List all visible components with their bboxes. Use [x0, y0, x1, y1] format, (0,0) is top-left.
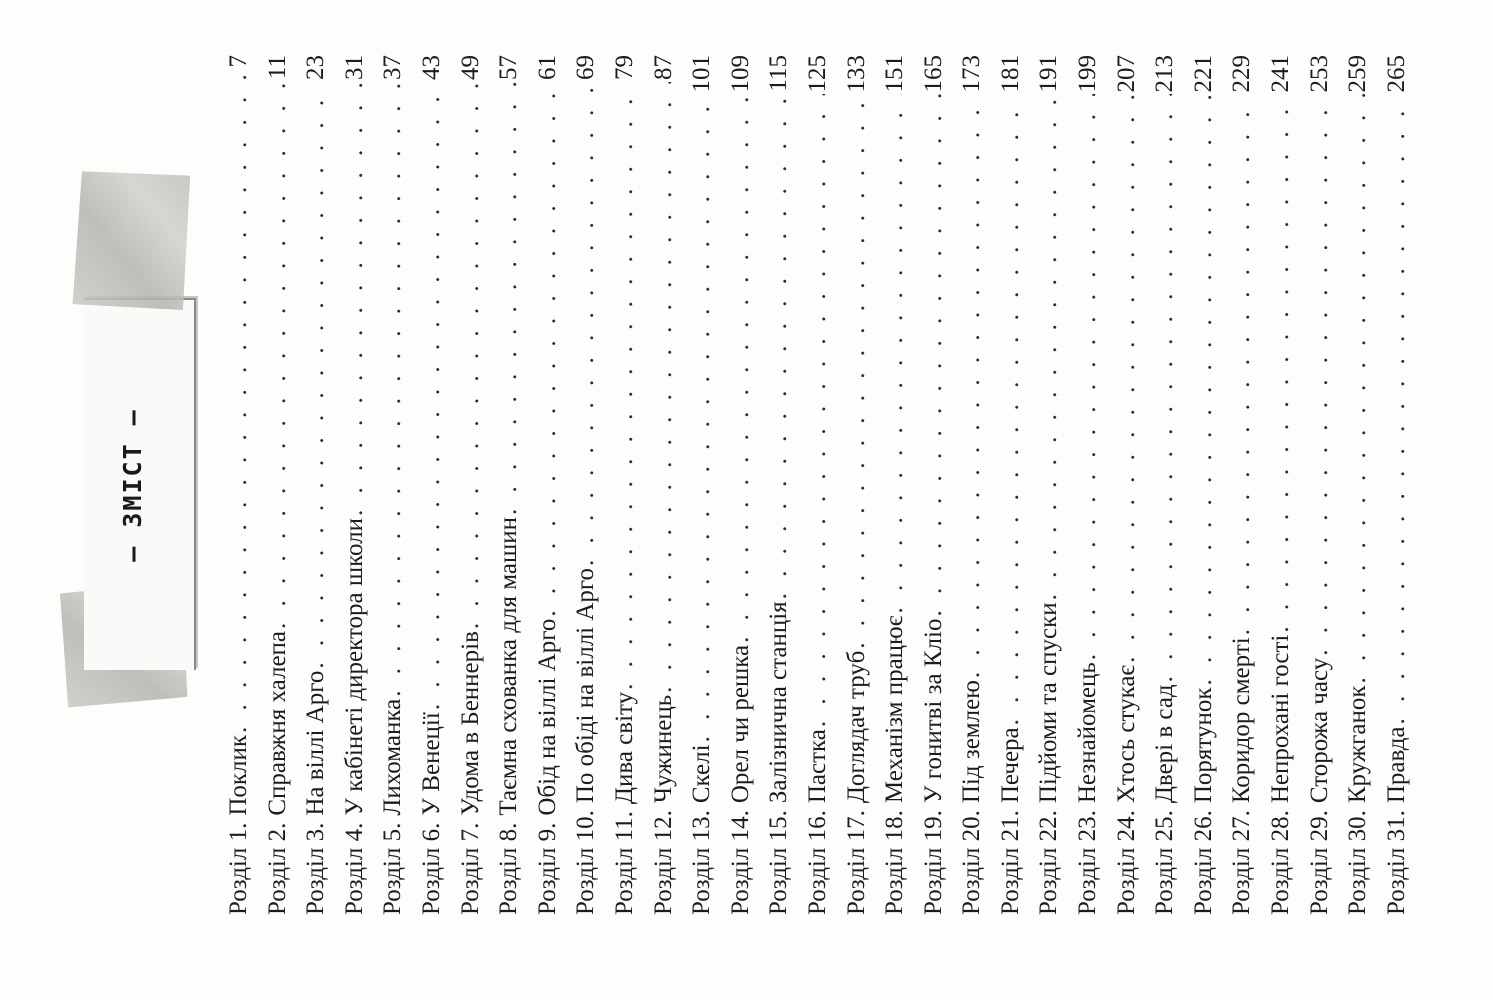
chapter-number: Розділ 17.	[842, 810, 870, 915]
dot-leader	[1151, 95, 1179, 683]
chapter-number: Розділ 30.	[1344, 810, 1372, 915]
dot-leader	[881, 95, 909, 614]
dot-leader	[1267, 95, 1295, 633]
dot-leader	[1035, 95, 1063, 601]
chapter-title: Доглядач труб	[842, 650, 870, 804]
chapter-number: Розділ 7.	[456, 822, 484, 915]
dot-leader	[997, 95, 1025, 726]
page-number: 241	[1267, 55, 1295, 93]
dot-leader	[341, 82, 369, 516]
chapter-title: Правда	[1382, 726, 1410, 804]
chapter-title: Залізнична станція	[765, 601, 793, 804]
chapter-number: Розділ 26.	[1189, 810, 1217, 915]
chapter-number: Розділ 1.	[225, 822, 252, 915]
chapter-number: Розділ 5.	[379, 822, 407, 915]
page-number: 23	[302, 55, 330, 80]
dot-leader	[1306, 95, 1334, 656]
toc-entry	[958, 55, 997, 915]
dot-leader	[650, 82, 678, 693]
chapter-title: Таємна схованка для машин	[495, 517, 523, 816]
chapter-title: Сторожа часу	[1305, 657, 1333, 804]
page-number: 133	[842, 55, 870, 93]
page-number: 165	[919, 55, 947, 93]
page-number: 31	[340, 55, 368, 80]
chapter-title: Коридор смерті	[1228, 637, 1256, 804]
dot-leader	[1113, 95, 1141, 663]
chapter-number: Розділ 24.	[1112, 810, 1140, 915]
chapter-number: Розділ 28.	[1267, 810, 1295, 915]
chapter-number: Розділ 20.	[958, 810, 986, 915]
toc-entry	[688, 55, 727, 915]
toc-entry	[1074, 55, 1113, 915]
chapter-number: Розділ 4.	[340, 822, 368, 915]
dot-leader	[418, 82, 446, 710]
chapter-title: Скелі	[688, 744, 716, 804]
dot-leader	[688, 95, 716, 743]
chapter-title: Хтось стукає	[1112, 664, 1140, 804]
chapter-title: Поклик	[225, 734, 252, 816]
chapter-title: Дива світу	[610, 691, 638, 805]
dot-leader	[302, 82, 330, 669]
chapter-number: Розділ 11.	[610, 811, 638, 915]
toc-entry	[650, 55, 689, 915]
chapter-number: Розділ 29.	[1305, 810, 1333, 915]
page-number: 11	[263, 55, 291, 80]
chapter-number: Розділ 3.	[302, 822, 330, 915]
page-number: 37	[379, 55, 407, 80]
toc-entry	[843, 55, 882, 915]
chapter-title: Непрохані гості	[1267, 634, 1295, 804]
dot-leader	[1190, 95, 1218, 686]
toc-entry	[1228, 55, 1267, 915]
dot-leader	[804, 95, 832, 728]
page-number: 221	[1189, 55, 1217, 93]
page-number: 191	[1035, 55, 1063, 93]
chapter-number: Розділ 31.	[1382, 810, 1410, 915]
chapter-number: Розділ 10.	[572, 810, 600, 915]
toc-entry	[264, 55, 303, 915]
dot-leader	[958, 95, 986, 679]
chapter-number: Розділ 25.	[1151, 810, 1179, 915]
toc-entry	[341, 55, 380, 915]
table-of-contents	[225, 55, 1421, 915]
toc-entry	[804, 55, 843, 915]
page-number: 101	[688, 55, 716, 93]
page-number: 265	[1382, 55, 1410, 93]
dot-leader	[379, 82, 407, 697]
page-number: 57	[495, 55, 523, 80]
chapter-title: По обіді на віллі Арго	[572, 567, 600, 804]
chapter-title: У гонитві за Кліо	[919, 618, 947, 804]
chapter-title: Підйоми та спуски	[1035, 602, 1063, 804]
toc-entry	[457, 55, 496, 915]
page-number: 229	[1228, 55, 1256, 93]
dot-leader	[225, 70, 253, 733]
tape-right	[68, 164, 197, 315]
chapter-number: Розділ 13.	[688, 810, 716, 915]
dot-leader	[765, 94, 793, 600]
page-number: 87	[649, 55, 677, 80]
page-number: 49	[456, 55, 484, 80]
chapter-title: Кружганок	[1344, 685, 1372, 804]
page-number: 199	[1074, 55, 1102, 93]
page-number: 181	[996, 55, 1024, 93]
toc-entry	[727, 55, 766, 915]
dot-leader	[611, 82, 639, 690]
chapter-title: Двері в сад	[1151, 684, 1179, 804]
dot-leader	[920, 95, 948, 617]
chapter-number: Розділ 8.	[495, 822, 523, 915]
chapter-title: Чужинець	[649, 694, 677, 804]
chapter-title: Механізм працює	[881, 615, 909, 804]
page-number: 61	[533, 55, 561, 80]
toc-entry	[997, 55, 1036, 915]
toc-entry	[534, 55, 573, 915]
dot-leader	[457, 82, 485, 629]
chapter-title: У кабінеті директора школи	[340, 517, 368, 816]
page-number: 79	[610, 55, 638, 80]
page-number: 115	[765, 55, 793, 92]
chapter-title: У Венеції	[417, 712, 445, 816]
chapter-number: Розділ 6.	[417, 822, 445, 915]
toc-entry	[611, 55, 650, 915]
page-number: 207	[1112, 55, 1140, 93]
page-number: 253	[1305, 55, 1333, 93]
chapter-title: Незнайомець	[1074, 662, 1102, 804]
dot-leader	[1074, 95, 1102, 661]
chapter-title: Лихоманка	[379, 698, 407, 816]
page-number: 7	[225, 55, 252, 68]
chapter-title: На віллі Арго	[302, 670, 330, 816]
chapter-number: Розділ 19.	[919, 810, 947, 915]
toc-entry	[765, 55, 804, 915]
chapter-title: Під землею	[958, 680, 986, 804]
toc-entry	[418, 55, 457, 915]
toc-entry	[1306, 55, 1345, 915]
toc-entry	[1113, 55, 1152, 915]
toc-entry	[572, 55, 611, 915]
chapter-number: Розділ 14.	[726, 810, 754, 915]
chapter-number: Розділ 15.	[765, 810, 793, 915]
chapter-title: Обід на віллі Арго	[533, 618, 561, 816]
chapter-number: Розділ 18.	[881, 810, 909, 915]
dot-leader	[727, 95, 755, 643]
page-title: – ЗМІСТ –	[118, 408, 147, 562]
toc-entry	[1383, 55, 1422, 915]
chapter-number: Розділ 12.	[649, 810, 677, 915]
dot-leader	[495, 82, 523, 515]
page-number: 151	[881, 55, 909, 93]
dot-leader	[843, 95, 871, 649]
toc-entry	[1151, 55, 1190, 915]
chapter-number: Розділ 9.	[533, 822, 561, 915]
toc-entry	[1035, 55, 1074, 915]
page-number: 69	[572, 55, 600, 80]
dot-leader	[264, 81, 292, 629]
toc-entry	[225, 55, 264, 915]
toc-entry	[1344, 55, 1383, 915]
chapter-title: Справжня халепа	[263, 630, 291, 816]
toc-entry	[881, 55, 920, 915]
page-number: 213	[1151, 55, 1179, 93]
chapter-number: Розділ 2.	[263, 822, 291, 915]
toc-entry	[1267, 55, 1306, 915]
chapter-title: Удома в Беннерів	[456, 631, 484, 816]
page-number: 173	[958, 55, 986, 93]
toc-entry	[920, 55, 959, 915]
toc-entry	[495, 55, 534, 915]
page-number: 259	[1344, 55, 1372, 93]
toc-entry	[1190, 55, 1229, 915]
dot-leader	[572, 82, 600, 566]
chapter-number: Розділ 23.	[1074, 810, 1102, 915]
chapter-number: Розділ 16.	[803, 810, 831, 915]
chapter-number: Розділ 22.	[1035, 810, 1063, 915]
chapter-title: Пастка	[803, 729, 831, 804]
dot-leader	[1383, 95, 1411, 725]
chapter-title: Печера	[996, 727, 1024, 804]
dot-leader	[534, 82, 562, 617]
toc-entry	[379, 55, 418, 915]
toc-entry	[302, 55, 341, 915]
chapter-title: Порятунок	[1189, 687, 1217, 804]
chapter-number: Розділ 21.	[996, 810, 1024, 915]
chapter-title: Орел чи решка	[726, 644, 754, 804]
page-number: 125	[803, 55, 831, 93]
dot-leader	[1344, 95, 1372, 684]
dot-leader	[1228, 95, 1256, 636]
page-number: 43	[417, 55, 445, 80]
page-number: 109	[726, 55, 754, 93]
chapter-number: Розділ 27.	[1228, 810, 1256, 915]
